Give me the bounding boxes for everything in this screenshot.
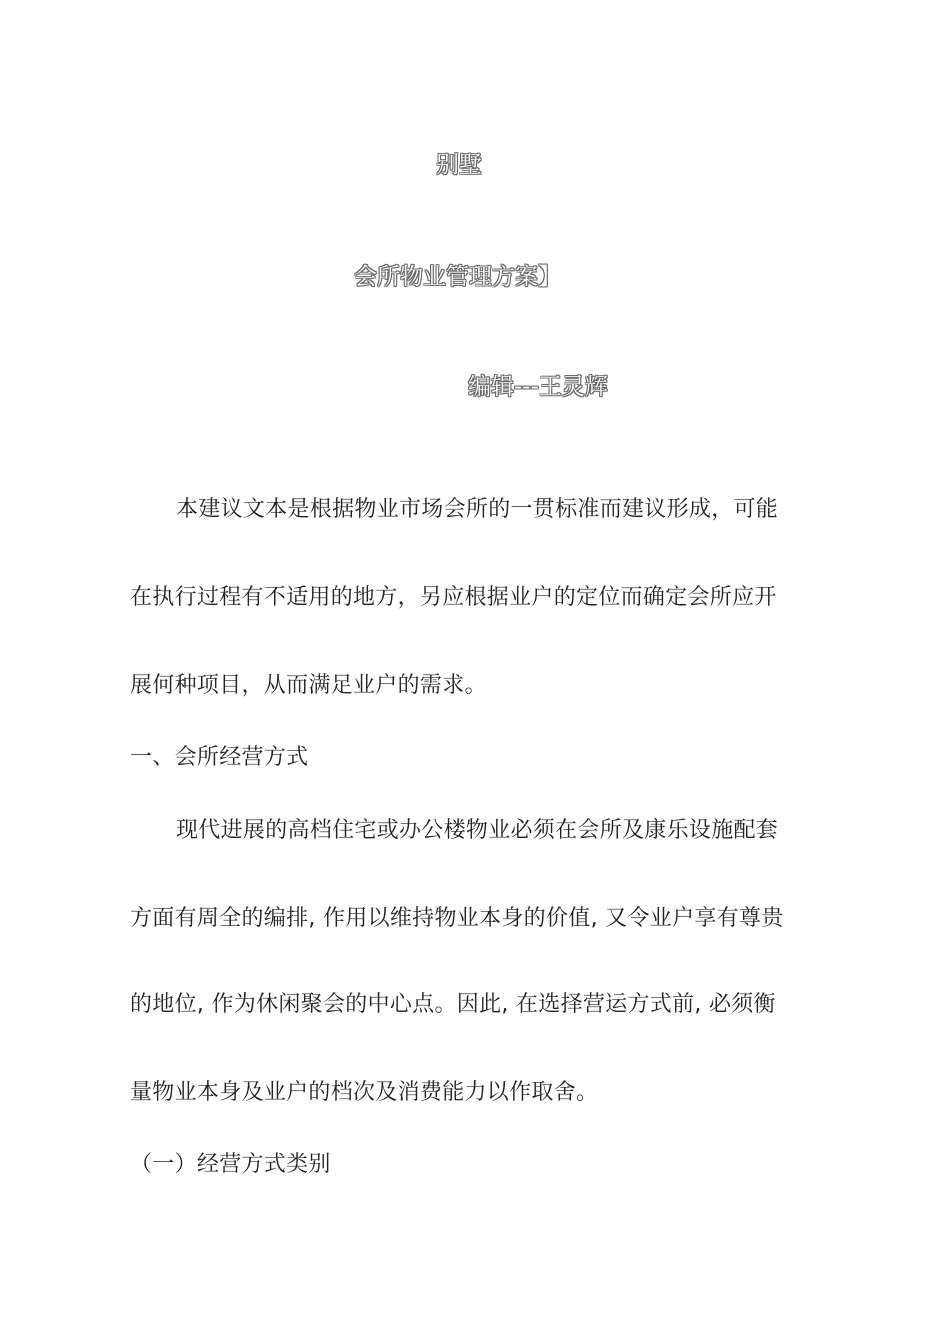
document-title-line-1: 别墅 — [436, 152, 482, 178]
intro-paragraph-line: 本建议文本是根据物业市场会所的一贯标准而建议形成，可能 — [176, 497, 779, 522]
section-heading: 一、会所经营方式 — [130, 745, 309, 770]
document-title-line-2: 会所物业管理方案】 — [354, 264, 561, 290]
intro-paragraph-line: 在执行过程有不适用的地方，另应根据业户的定位而确定会所应开 — [130, 585, 777, 610]
section-paragraph-line: 现代进展的高档住宅或办公楼物业必须在会所及康乐设施配套 — [176, 818, 779, 843]
editor-credit: 编辑---王灵辉 — [468, 374, 608, 400]
section-paragraph-line: 量物业本身及业户的档次及消费能力以作取舍。 — [130, 1080, 599, 1105]
subsection-heading: （一）经营方式类别 — [130, 1152, 331, 1177]
intro-paragraph-line: 展何种项目，从而满足业户的需求。 — [130, 673, 487, 698]
section-paragraph-line: 方面有周全的编排, 作用以维持物业本身的价值, 又令业户享有尊贵 — [130, 906, 784, 931]
section-paragraph-line: 的地位, 作为休闲聚会的中心点。因此, 在选择营运方式前, 必须衡 — [130, 992, 776, 1017]
